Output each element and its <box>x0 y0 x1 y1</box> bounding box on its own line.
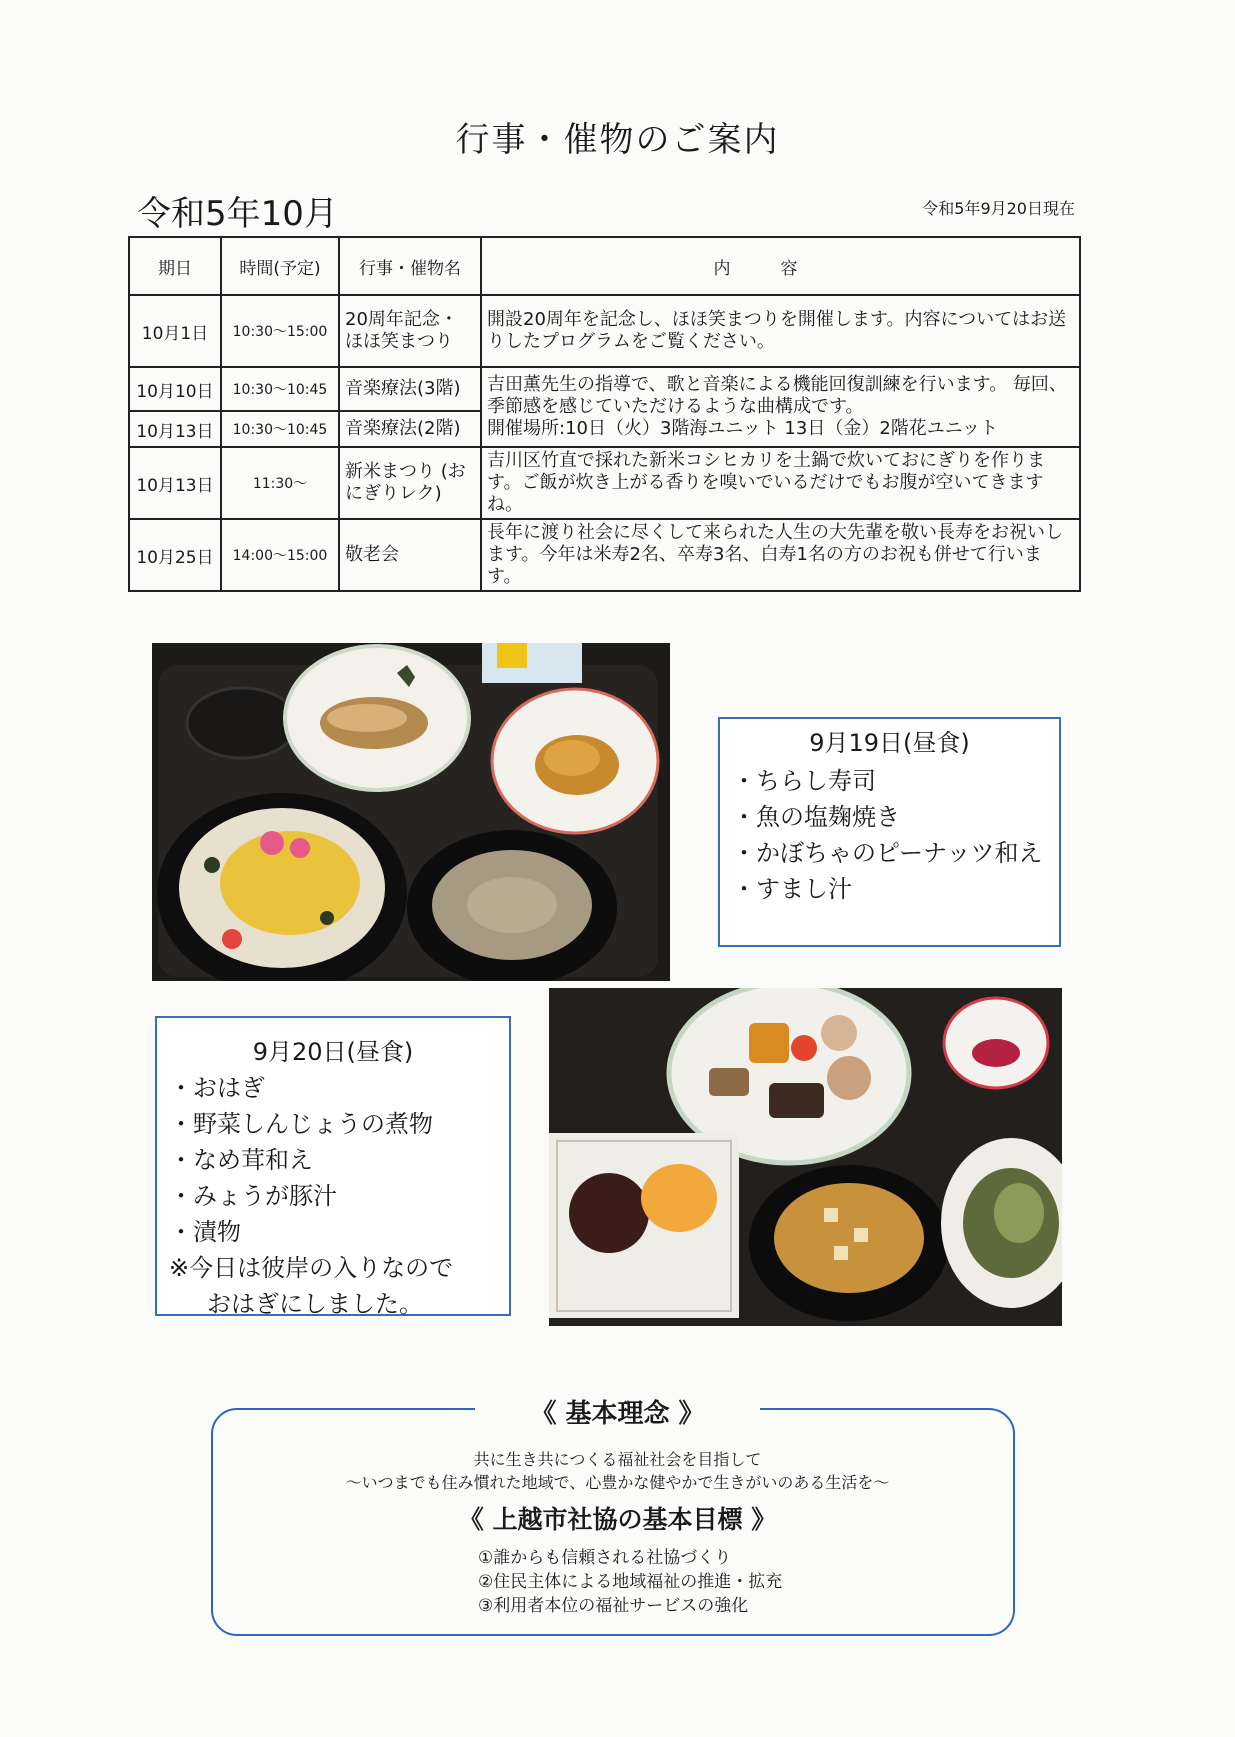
menu-item: ・おはぎ <box>169 1074 265 1102</box>
header-date: 期日 <box>129 237 221 295</box>
goal-item: ③利用者本位の福祉サービスの強化 <box>478 1596 749 1616</box>
menu-item: ・漬物 <box>169 1218 241 1246</box>
row-date: 10月10日 <box>129 367 221 411</box>
row-event: 新米まつり (おにぎりレク) <box>339 447 481 519</box>
row-event: 20周年記念・ほほ笑まつり <box>339 295 481 367</box>
menu-date: 9月20日(昼食) <box>252 1038 414 1066</box>
goals-title: 《 上越市社協の基本目標 》 <box>458 1505 777 1534</box>
row-time: 14:00～15:00 <box>221 519 339 591</box>
row-date: 10月25日 <box>129 519 221 591</box>
row-event: 敬老会 <box>339 519 481 591</box>
menu-item: ・魚の塩麹焼き <box>732 803 900 831</box>
menu-item: ・ちらし寿司 <box>732 767 876 795</box>
row-date: 10月1日 <box>129 295 221 367</box>
goal-item: ①誰からも信頼される社協づくり <box>478 1548 732 1568</box>
event-schedule-table <box>128 236 1081 592</box>
goal-item: ②住民主体による地域福祉の推進・拡充 <box>478 1572 783 1592</box>
menu-card-sept-20 <box>155 1016 511 1316</box>
menu-note-continued: おはぎにしました。 <box>207 1290 423 1318</box>
row-event: 音楽療法(3階) <box>339 367 481 411</box>
menu-item: ・すまし汁 <box>732 875 852 903</box>
table-row <box>129 367 1080 411</box>
menu-note: ※今日は彼岸の入りなので <box>169 1254 454 1282</box>
as-of-date: 令和5年9月20日現在 <box>922 199 1075 218</box>
header-content: 内容 <box>481 237 1080 295</box>
lunch-photo-sept-20 <box>549 988 1062 1326</box>
header-time: 時間(予定) <box>221 237 339 295</box>
row-time: 11:30～ <box>221 447 339 519</box>
row-content: 長年に渡り社会に尽くして来られた人生の大先輩を敬い長寿をお祝いします。今年は米寿2名、卒寿3名、白寿1名の方のお祝も併せて行います。 <box>481 519 1080 591</box>
row-time: 10:30～15:00 <box>221 295 339 367</box>
menu-card-sept-19 <box>718 717 1061 947</box>
music-therapy-description: 吉田薫先生の指導で、歌と音楽による機能回復訓練を行います。 毎回、季節感を感じていただけるような曲構成です。 <box>487 374 1067 417</box>
principle-subline: ～いつまでも住み慣れた地域で、心豊かな健やかで生きがいのある生活を～ <box>345 1473 890 1492</box>
principle-line: 共に生き共につくる福祉社会を目指して <box>473 1450 762 1469</box>
page-title: 行事・催物のご案内 <box>455 120 780 160</box>
goals-list <box>478 1546 782 1618</box>
menu-item: ・野菜しんじょうの煮物 <box>169 1110 433 1138</box>
row-content: 吉川区竹直で採れた新米コシヒカリを土鍋で炊いておにぎりを作ります。ご飯が炊き上がる香りを嗅いでいるだけでもお腹が空いてきますね。 <box>481 447 1080 519</box>
menu-item: ・みょうが豚汁 <box>169 1182 337 1210</box>
menu-date: 9月19日(昼食) <box>809 729 970 757</box>
header-event: 行事・催物名 <box>339 237 481 295</box>
menu-item: ・なめ茸和え <box>169 1146 313 1174</box>
row-event: 音楽療法(2階) <box>339 411 481 447</box>
row-content: 開設20周年を記念し、ほほ笑まつりを開催します。内容についてはお送りしたプログラムをご覧ください。 <box>481 295 1080 367</box>
table-row <box>129 447 1080 519</box>
principle-title: 《 基本理念 》 <box>0 1393 1235 1430</box>
music-therapy-venue: 開催場所:10日（火）3階海ユニット 13日（金）2階花ユニット <box>487 418 999 439</box>
table-row <box>129 295 1080 367</box>
table-header-row <box>129 237 1080 295</box>
row-content <box>481 367 1080 447</box>
month-heading: 令和5年10月 <box>137 194 338 234</box>
row-time: 10:30～10:45 <box>221 367 339 411</box>
lunch-photo-sept-19 <box>152 643 670 981</box>
row-date: 10月13日 <box>129 411 221 447</box>
row-date: 10月13日 <box>129 447 221 519</box>
menu-item: ・かぼちゃのピーナッツ和え <box>732 839 1043 867</box>
row-time: 10:30～10:45 <box>221 411 339 447</box>
table-row <box>129 519 1080 591</box>
